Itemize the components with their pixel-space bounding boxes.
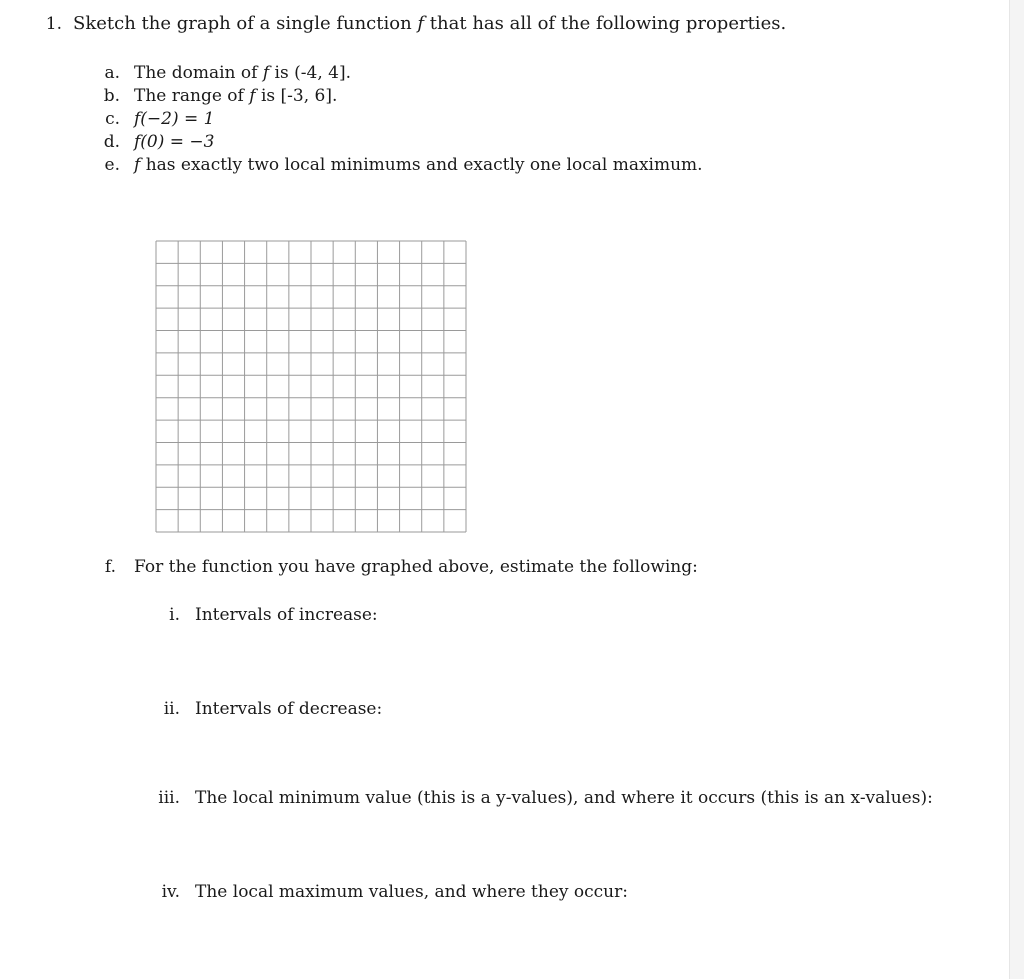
question-text (73, 13, 786, 35)
item-label-iii: iii. (158, 788, 180, 808)
property-a-post: is (-4, 4]. (269, 63, 351, 83)
question-number: 1. (45, 14, 62, 34)
part-f-text: For the function you have graphed above, estimate the following: (134, 557, 698, 577)
part-f-label: f. (104, 557, 116, 577)
property-label-a: a. (104, 63, 120, 83)
property-a (134, 62, 351, 84)
property-a-pre: The domain of (134, 63, 263, 83)
item-decrease: Intervals of decrease: (195, 699, 383, 719)
item-label-ii: ii. (163, 699, 180, 719)
item-label-i: i. (169, 605, 180, 625)
blank-graph-grid[interactable] (155, 240, 467, 533)
item-local-minimum: The local minimum value (this is a y-values), and where it occurs (this is an x-values): (195, 788, 933, 808)
property-label-e: e. (104, 155, 120, 175)
question-text-after: that has all of the following properties. (424, 13, 787, 34)
property-b-post: is [-3, 6]. (255, 86, 338, 106)
property-b-fname: f (249, 86, 256, 106)
item-local-maximum: The local maximum values, and where they occur: (195, 882, 628, 902)
property-label-b: b. (103, 86, 120, 106)
right-edge-strip (1009, 0, 1024, 979)
function-name: f (417, 13, 425, 34)
property-b-pre: The range of (134, 86, 250, 106)
item-increase: Intervals of increase: (195, 605, 378, 625)
question-text-before: Sketch the graph of a single function (73, 13, 418, 34)
property-e (134, 154, 703, 176)
property-e-fname: f (134, 155, 141, 175)
item-label-iv: iv. (161, 882, 180, 902)
property-d: f(0) = −3 (134, 132, 215, 152)
property-label-c: c. (105, 109, 120, 129)
property-a-fname: f (262, 63, 270, 83)
property-b (134, 85, 337, 107)
property-c: f(−2) = 1 (134, 109, 215, 129)
property-e-post: has exactly two local minimums and exactly one local maximum. (140, 155, 703, 175)
property-label-d: d. (103, 132, 120, 152)
